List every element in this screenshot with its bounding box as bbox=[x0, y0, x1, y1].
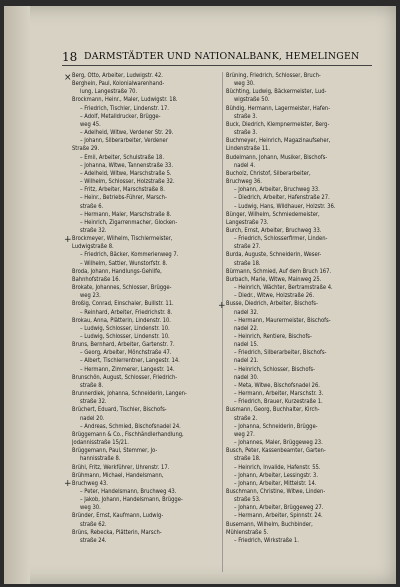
directory-entry-line: – Johann, Arbeiter, Bruchweg 33. bbox=[234, 187, 320, 194]
directory-entry-line: Burda, Auguste, Schneiderin, Weser- bbox=[226, 252, 322, 259]
directory-entry-line: – Friedrich, Schlosserfirmer, Linden- bbox=[234, 236, 328, 243]
directory-entry-line: – Heinrich, Schlosser, Bischofs- bbox=[234, 366, 315, 373]
directory-entry-line: Brunschön, August, Schlosser, Friedrich- bbox=[72, 374, 178, 381]
directory-entry-line: straße 3. bbox=[234, 113, 258, 120]
directory-entry-line: Bucholz, Christof, Silberarbeiter, bbox=[226, 170, 311, 177]
directory-entry-line: Bruchweg 36. bbox=[226, 179, 262, 186]
directory-entry-line: – Ludwig, Schlosser, Lindenstr. 10. bbox=[80, 334, 170, 340]
directory-entry-line: Bahnhofstraße 16. bbox=[72, 276, 121, 283]
directory-entry-line: straße 2. bbox=[234, 415, 258, 422]
directory-entry-line: straße 18. bbox=[234, 260, 261, 267]
directory-entry-line: – Friedrich, Bäcker, Kommerienweg 7. bbox=[80, 252, 179, 259]
directory-entry-line: – Jakob, Johann, Handelsmann, Brügge- bbox=[80, 497, 183, 504]
directory-entry-line: Busmann, Georg, Buchhalter, Kirch- bbox=[226, 407, 320, 414]
directory-entry-line: Broda, Johann, Handlungs-Gehilfe, bbox=[72, 268, 162, 275]
directory-entry-line: Brüggemann, Paul, Stemmer, Jo- bbox=[72, 448, 158, 455]
directory-entry-line: nadel 15. bbox=[234, 342, 259, 349]
directory-entry-line: – Hermann, Arbeiter, Spinnstr. 24. bbox=[234, 513, 323, 520]
directory-entry-line: – Johannes, Maler, Brüggeweg 23. bbox=[234, 440, 323, 447]
directory-entry-line: – Friedrich, Brauer, Kurzestraße 1. bbox=[234, 399, 323, 406]
directory-entry-line: Mühlenstraße 5. bbox=[226, 529, 269, 536]
directory-entry-line: – Albert, Tischlerrentner, Langestr. 14. bbox=[80, 358, 180, 365]
directory-entry-line: lung, Langestraße 70. bbox=[80, 89, 138, 96]
directory-entry-line: – Johann, Arbeiter, Mittelstr. 14. bbox=[234, 480, 317, 487]
directory-entry-line: Brühl, Fritz, Werkführer, Uhrenstr. 17. bbox=[72, 464, 170, 471]
directory-entry-line: Brockmann, Heinr., Maler, Ludwigstr. 18. bbox=[72, 97, 178, 104]
directory-entry-line: weg 30. bbox=[234, 81, 255, 88]
directory-entry-line: – Andreas, Schmied, Bischofsnadel 24. bbox=[80, 423, 181, 430]
page-binding-shadow bbox=[4, 6, 30, 584]
directory-entry-line: – Friedrich, Silberarbeiter, Bischofs- bbox=[234, 350, 327, 357]
margin-mark-plus: + bbox=[218, 301, 226, 311]
directory-entry-line: – Johanna, Witwe, Tannenstraße 33. bbox=[80, 162, 174, 169]
directory-entry-line: nadel 4. bbox=[234, 162, 256, 169]
directory-entry-line: Berghein, Paul, Kolonialwarenhand- bbox=[72, 81, 165, 88]
directory-entry-line: – Johann, Arbeiter, Lessingstr. 3. bbox=[234, 472, 318, 479]
directory-entry-line: nadel 32. bbox=[234, 309, 259, 316]
directory-entry-line: straße 24. bbox=[80, 537, 107, 544]
directory-entry-line: Burbach, Marie, Witwe, Mainweg 25. bbox=[226, 276, 322, 283]
directory-entry-line: Bürmann, Schmied, Auf dem Bruch 167. bbox=[226, 268, 332, 275]
directory-entry-line: weg 45. bbox=[80, 121, 101, 128]
directory-entry-line: – Wilhelm, Sattler, Wunstorfstr. 8. bbox=[80, 260, 168, 267]
directory-entry-line: – Heinrich, Invalide, Hafenstr. 55. bbox=[234, 464, 321, 471]
directory-entry-line: – Johann, Arbeiter, Brüggeweg 27. bbox=[234, 505, 324, 512]
directory-entry-line: Bühdig, Hermann, Lagermeister, Hafen- bbox=[226, 105, 331, 112]
directory-entry-line: Bründer, Ernst, Kaufmann, Ludwig- bbox=[72, 513, 164, 520]
header-rule bbox=[62, 65, 372, 66]
directory-entry-line: Bruchweg 43. bbox=[72, 480, 108, 487]
directory-entry-line: Budelmann, Johann, Musiker, Bischofs- bbox=[226, 154, 328, 161]
directory-entry-line: Buschmann, Christine, Witwe, Linden- bbox=[226, 488, 326, 495]
directory-entry-line: – Hermann, Zimmerer, Langestr. 14. bbox=[80, 366, 175, 373]
directory-entry-line: – Diedr., Witwe, Holzstraße 26. bbox=[234, 293, 314, 300]
directory-entry-line: – Heinrich, Rentiere, Bischofs- bbox=[234, 334, 312, 340]
directory-entry-line: – Ludwig, Schlosser, Lindenstr. 10. bbox=[80, 325, 170, 332]
margin-mark-plus: + bbox=[64, 479, 72, 489]
directory-entry-line: Straße 29. bbox=[72, 146, 100, 153]
directory-entry-line: Brüggemann & Co., Fischhändlerhandlung, bbox=[72, 431, 184, 438]
directory-entry-line: straße 27. bbox=[234, 244, 261, 251]
column-divider bbox=[222, 72, 223, 572]
directory-entry-line: straße 62. bbox=[80, 521, 107, 528]
directory-entry-line: Brüning, Friedrich, Schlosser, Bruch- bbox=[226, 73, 321, 79]
directory-entry-line: Ludwigstraße 8. bbox=[72, 244, 114, 251]
directory-entry-line: straße 6. bbox=[80, 203, 104, 210]
directory-entry-line: – Hermann, Maler, Marschstraße 8. bbox=[80, 211, 172, 218]
directory-entry-line: Brüchert, Eduard, Tischler, Bischofs- bbox=[72, 407, 167, 414]
directory-entry-line: Berg, Otto, Arbeiter, Ludwigstr. 42. bbox=[72, 73, 163, 79]
directory-entry-line: straße 8. bbox=[80, 382, 104, 389]
directory-entry-line: – Heinrich, Zigarrenmacher, Glocken- bbox=[80, 219, 178, 226]
directory-entry-line: straße 18. bbox=[234, 456, 261, 463]
directory-entry-line: – Peter, Handelsmann, Bruchweg 43. bbox=[80, 488, 177, 495]
right-column bbox=[226, 72, 376, 572]
directory-entry-line: – Fritz, Arbeiter, Marschstraße 8. bbox=[80, 187, 165, 194]
directory-entry-line: nadel 22. bbox=[234, 325, 259, 332]
directory-entry-line: Burch, Ernst, Arbeiter, Bruchweg 33. bbox=[226, 227, 322, 234]
directory-entry-line: Brühmann, Michael, Handelsmann, bbox=[72, 472, 164, 479]
directory-entry-line: – Emil, Arbeiter, Schulstraße 18. bbox=[80, 154, 165, 161]
directory-entry-line: straße 53. bbox=[234, 497, 261, 504]
directory-entry-line: – Hermann, Maurermeister, Bischofs- bbox=[234, 317, 331, 324]
directory-entry-line: Brokate, Johannes, Schlosser, Brügge- bbox=[72, 285, 172, 292]
directory-entry-line: nadel 30. bbox=[234, 374, 259, 381]
directory-entry-line: Brokau, Anna, Plätterin, Lindenstr. 10. bbox=[72, 317, 171, 324]
directory-entry-line: Broßig, Conrad, Einschaler, Buillstr. 11. bbox=[72, 301, 174, 308]
directory-entry-line: Brockmeyer, Wilhelm, Tischlermeister, bbox=[72, 236, 173, 243]
document-page bbox=[4, 6, 396, 584]
left-column bbox=[72, 72, 222, 572]
directory-entry-line: Busch, Peter, Kassenbeamter, Garten- bbox=[226, 448, 326, 455]
directory-entry-line: – Adelheid, Witwe, Marschstraße 5. bbox=[80, 170, 172, 177]
directory-entry-line: Bünger, Wilhelm, Schmiedemeister, bbox=[226, 211, 320, 218]
directory-entry-line: – Friedrich, Tischler, Lindenstr. 17. bbox=[80, 105, 169, 112]
directory-entry-line: – Diedrich, Arbeiter, Hafenstraße 27. bbox=[234, 195, 330, 202]
directory-entry-line: Lindenstraße 11. bbox=[226, 146, 271, 153]
directory-entry-line: Brüns, Rebecka, Plätterin, Marsch- bbox=[72, 529, 162, 536]
directory-entry-line: straße 3. bbox=[234, 130, 258, 137]
directory-entry-line: – Wilhelm, Schlosser, Holzstraße 32. bbox=[80, 179, 175, 186]
directory-entry-line: – Ludwig, Hans, Wildhauer, Holzstr. 36. bbox=[234, 203, 336, 210]
directory-entry-line: straße 32. bbox=[80, 399, 107, 406]
directory-entry-line: Buck, Diedrich, Klempnermeister, Berg- bbox=[226, 121, 330, 128]
directory-entry-line: Jodannisstraße 15/21. bbox=[72, 440, 129, 447]
directory-entry-line: – Adelheid, Witwe, Verdener Str. 29. bbox=[80, 130, 174, 137]
directory-entry-line: wigstraße 50. bbox=[234, 97, 270, 104]
directory-entry-line: weg 30. bbox=[80, 505, 101, 512]
directory-entry-line: – Reinhard, Arbeiter, Friedrichstr. 8. bbox=[80, 309, 173, 316]
directory-entry-line: – Meta, Witwe, Bischofsnadel 26. bbox=[234, 382, 320, 389]
directory-entry-line: weg 27. bbox=[234, 431, 255, 438]
directory-entry-line: Langestraße 73. bbox=[226, 219, 269, 226]
directory-entry-line: Bruns, Bernhard, Arbeiter, Gartenstr. 7. bbox=[72, 342, 175, 349]
page-header bbox=[62, 50, 372, 64]
directory-entry-line: Buchmeyer, Heinrich, Magazinaufseher, bbox=[226, 138, 331, 145]
directory-entry-line: – Heinrich, Wächter, Bertramstraße 4. bbox=[234, 285, 333, 292]
page-number: 18 bbox=[62, 50, 78, 64]
page-title: DARMSTÄDTER UND NATIONALBANK, HEMELINGEN bbox=[84, 51, 360, 62]
directory-entry-line: – Friedrich, Wirkstraße 1. bbox=[234, 537, 299, 544]
margin-mark-plus: + bbox=[64, 235, 72, 245]
directory-entry-line: – Johann, Silberarbeiter, Verdener bbox=[80, 138, 168, 145]
directory-entry-line: straße 32. bbox=[80, 227, 107, 234]
directory-entry-line: weg 23. bbox=[80, 293, 101, 300]
directory-entry-line: Busse, Diedrich, Arbeiter, Bischofs- bbox=[226, 301, 318, 308]
directory-entry-line: – Georg, Arbeiter, Mönchstraße 47. bbox=[80, 350, 172, 357]
margin-mark-cross: × bbox=[64, 73, 72, 83]
directory-entry-line: – Hermann, Arbeiter, Marschstr. 3. bbox=[234, 391, 324, 398]
directory-entry-line: – Adolf, Metalldrucker, Brügge- bbox=[80, 113, 161, 120]
directory-entry-line: hannisstraße 8. bbox=[80, 456, 121, 463]
directory-entry-line: – Johanna, Schneiderin, Brügge- bbox=[234, 423, 318, 430]
directory-entry-line: Busemann, Wilhelm, Buchbinder, bbox=[226, 521, 313, 528]
directory-entry-line: Büchting, Ludwig, Bäckermeister, Lud- bbox=[226, 89, 327, 96]
directory-entry-line: nadel 21. bbox=[234, 358, 259, 365]
directory-entry-line: – Heinr., Betriebs-Führer, Marsch- bbox=[80, 195, 167, 202]
directory-entry-line: Brunnerdiek, Johanna, Schneiderin, Langen- bbox=[72, 391, 187, 398]
directory-entry-line: nadel 20. bbox=[80, 415, 105, 422]
